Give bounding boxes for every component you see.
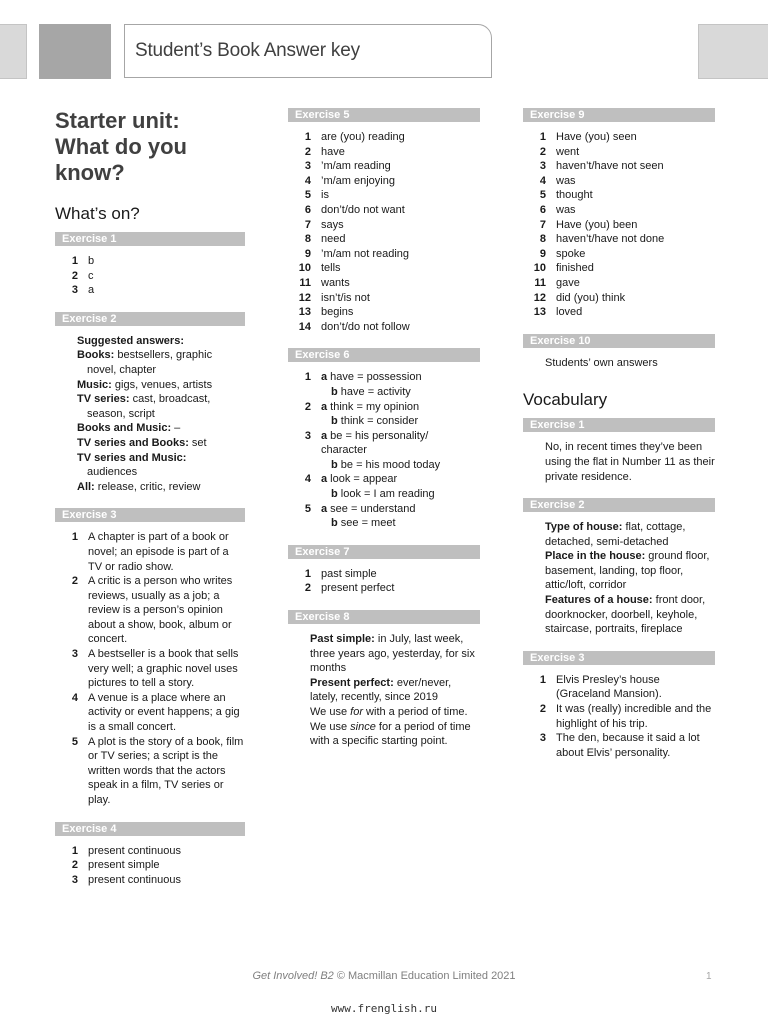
- list-item: [55, 873, 245, 888]
- item-number: 8: [539, 233, 546, 246]
- answer-line: [55, 465, 245, 480]
- item-number: 2: [71, 859, 78, 872]
- item-text: wants: [321, 276, 350, 289]
- list-subitem: [288, 414, 480, 429]
- exercise-body: [523, 665, 715, 761]
- column-right: [523, 108, 715, 760]
- answer-text: gigs, venues, artists: [111, 378, 213, 391]
- option-letter: b: [331, 517, 338, 530]
- option-text: look = appear: [327, 473, 398, 486]
- list-item: [55, 858, 245, 873]
- item-text: [321, 370, 480, 385]
- list-subitem: [288, 487, 480, 502]
- answer-text: –: [171, 422, 181, 435]
- exercise-header: Exercise 9: [523, 108, 715, 122]
- item-text: A chapter is part of a book or novel; an episode is part of a TV or radio show.: [88, 531, 229, 573]
- item-text: Have (you) seen: [556, 131, 637, 143]
- item-number: 2: [304, 400, 311, 413]
- item-text: A venue is a place where an activity or event happens; a gig is a small concert.: [88, 691, 240, 734]
- item-text: [288, 458, 480, 473]
- item-text: was: [556, 203, 576, 216]
- list-item: [523, 276, 715, 291]
- list-item: [523, 145, 715, 160]
- list-item: [288, 502, 480, 517]
- list-item: [288, 247, 480, 262]
- item-text: isn’t/is not: [321, 291, 370, 304]
- item-number: 3: [539, 160, 546, 173]
- item-number: 9: [304, 247, 311, 260]
- section-title-whats-on: What’s on?: [55, 204, 140, 223]
- list-item: [288, 305, 480, 320]
- item-text: ’m/am enjoying: [321, 174, 395, 187]
- list-item: [523, 203, 715, 218]
- exercise-header: Exercise 1: [523, 418, 715, 432]
- answer-line: [55, 480, 245, 495]
- item-number: 3: [71, 648, 78, 661]
- list-item: [288, 145, 480, 160]
- item-number: 5: [71, 735, 78, 748]
- answer-line: [55, 392, 245, 407]
- item-number: 2: [71, 575, 78, 588]
- list-item: [523, 159, 715, 174]
- item-text: present continuous: [88, 873, 181, 886]
- list-item: [523, 247, 715, 262]
- list-item: [55, 283, 245, 298]
- option-letter: b: [331, 458, 338, 471]
- exercise-body: [55, 246, 245, 298]
- list-item: [523, 731, 715, 760]
- list-item: [288, 188, 480, 203]
- exercise-body: [288, 362, 480, 531]
- item-text: have: [321, 145, 345, 158]
- item-number: 4: [539, 174, 546, 187]
- item-number: 8: [304, 233, 311, 246]
- exercise-body: [288, 559, 480, 596]
- item-text: Have (you) been: [556, 218, 638, 231]
- exercise-body: [288, 122, 480, 334]
- list-item: [288, 291, 480, 306]
- answer-label: TV series and Music:: [77, 451, 187, 464]
- answer-text: release, critic, review: [94, 480, 201, 493]
- item-text: Elvis Presley’s house (Graceland Mansion).: [556, 673, 662, 701]
- option-text: think = my opinion: [327, 400, 420, 413]
- item-text: don’t/do not want: [321, 203, 405, 216]
- exercise-header: Exercise 4: [55, 822, 245, 836]
- item-number: 5: [304, 189, 311, 202]
- item-number: 4: [71, 691, 78, 704]
- list-item: [288, 130, 480, 145]
- item-text: haven’t/have not done: [556, 233, 665, 246]
- item-text: [321, 429, 480, 458]
- item-text: a: [88, 284, 95, 297]
- list-item: [55, 844, 245, 859]
- answer-paragraph: Place in the house: ground floor, basement, landing, top floor, attic/loft, corridor: [545, 550, 710, 592]
- watermark-url: www.frenglish.ru: [331, 1002, 437, 1015]
- item-number: 2: [71, 269, 78, 282]
- option-text: have = activity: [337, 385, 411, 398]
- list-item: [55, 254, 245, 269]
- item-number: 1: [539, 131, 546, 143]
- item-number: 1: [71, 531, 78, 544]
- list-item: [55, 530, 245, 574]
- item-number: 4: [304, 174, 311, 187]
- list-subitem: [288, 385, 480, 400]
- list-item: [288, 261, 480, 276]
- item-text: [288, 516, 480, 531]
- item-text: was: [556, 174, 576, 187]
- option-letter: b: [331, 415, 338, 428]
- page-number: 1: [706, 971, 712, 982]
- answer-paragraph: Students’ own answers: [545, 356, 658, 369]
- answer-label: All:: [77, 480, 95, 493]
- item-text: The den, because it said a lot about Elvis’ personality.: [556, 732, 700, 759]
- answer-label: Music:: [77, 378, 112, 391]
- item-text: begins: [321, 306, 354, 319]
- item-number: 5: [304, 502, 311, 515]
- list-item: [523, 261, 715, 276]
- item-text: need: [321, 233, 346, 246]
- item-text: present perfect: [321, 582, 395, 595]
- exercise-body: [523, 512, 715, 637]
- list-item: [288, 203, 480, 218]
- item-number: 7: [539, 218, 546, 231]
- item-text: tells: [321, 262, 341, 275]
- answer-line: [55, 451, 245, 466]
- answer-line: [55, 348, 245, 363]
- list-item: [288, 472, 480, 487]
- exercise-header: Exercise 5: [288, 108, 480, 122]
- item-text: don’t/do not follow: [321, 320, 410, 333]
- exercise-body: [288, 624, 480, 749]
- answer-line: [55, 407, 245, 422]
- exercise-body: [55, 522, 245, 807]
- item-number: 1: [304, 567, 311, 580]
- exercise-body: [523, 348, 715, 371]
- option-text: have = possession: [327, 371, 422, 384]
- answer-text: season, script: [87, 407, 155, 420]
- item-text: gave: [556, 276, 580, 289]
- option-letter: b: [331, 488, 338, 501]
- item-number: 3: [71, 873, 78, 886]
- header-decoration-dark: [39, 24, 111, 79]
- exercise-header: Exercise 7: [288, 545, 480, 559]
- list-item: [55, 647, 245, 691]
- answer-text: audiences: [87, 466, 138, 479]
- option-text: character: [321, 444, 367, 457]
- exercise-header: Exercise 3: [523, 651, 715, 665]
- item-text: did (you) think: [556, 291, 626, 304]
- answer-label: Books and Music:: [77, 422, 172, 435]
- option-text: be = his mood today: [337, 458, 441, 471]
- list-item: [523, 174, 715, 189]
- unit-title-line: Starter unit:: [55, 108, 180, 133]
- exercise-body: [55, 836, 245, 888]
- list-item: [55, 269, 245, 284]
- item-number: 3: [304, 160, 311, 173]
- item-number: 2: [539, 703, 546, 716]
- item-text: went: [556, 145, 580, 158]
- list-item: [288, 218, 480, 233]
- answer-line: [55, 334, 245, 349]
- list-item: [288, 320, 480, 335]
- list-item: [288, 174, 480, 189]
- item-number: 4: [304, 473, 311, 486]
- footer-book-title: Get Involved! B2: [252, 970, 334, 982]
- option-text: look = I am reading: [337, 488, 435, 501]
- answer-paragraph: Type of house: flat, cottage, detached, semi-detached: [545, 521, 686, 548]
- item-text: are (you) reading: [321, 131, 405, 143]
- list-item: [523, 188, 715, 203]
- option-letter: a: [321, 371, 328, 384]
- option-text: think = consider: [337, 415, 419, 428]
- list-subitem: [288, 516, 480, 531]
- exercise-header: Exercise 2: [523, 498, 715, 512]
- answer-paragraph: Past simple: in July, last week, three years ago, yesterday, for six months: [310, 633, 475, 675]
- answer-label: TV series:: [77, 393, 130, 406]
- list-item: [288, 159, 480, 174]
- list-item: [523, 218, 715, 233]
- item-text: finished: [556, 262, 594, 275]
- page-header-title: Student’s Book Answer key: [135, 40, 360, 61]
- list-item: [288, 581, 480, 596]
- list-item: [523, 232, 715, 247]
- list-item: [523, 702, 715, 731]
- list-item: [55, 574, 245, 647]
- exercise-header: Exercise 2: [55, 312, 245, 326]
- item-text: present simple: [88, 859, 160, 872]
- answer-paragraph: No, in recent times they’ve been using the flat in Number 11 as their private residence.: [545, 441, 715, 483]
- item-text: is: [321, 189, 329, 202]
- item-number: 7: [304, 218, 311, 231]
- exercise-header: Exercise 8: [288, 610, 480, 624]
- item-text: A critic is a person who writes reviews, usually as a job; a review is a person’s opinion about a show, book, album or concert.: [88, 575, 233, 646]
- answer-label: TV series and Books:: [77, 436, 189, 449]
- list-item: [288, 400, 480, 415]
- footer-copyright: © Macmillan Education Limited 2021: [333, 970, 516, 982]
- option-text: be = his personality/: [327, 429, 429, 442]
- item-number: 9: [539, 247, 546, 260]
- answer-text: set: [188, 436, 207, 449]
- list-item: [523, 291, 715, 306]
- item-text: loved: [556, 306, 583, 319]
- list-subitem: [288, 458, 480, 473]
- item-text: says: [321, 218, 344, 231]
- item-number: 1: [304, 131, 311, 143]
- column-middle: [288, 108, 480, 749]
- item-number: 13: [533, 306, 546, 319]
- item-text: [321, 472, 480, 487]
- item-number: 1: [71, 255, 78, 267]
- item-text: haven’t/have not seen: [556, 160, 664, 173]
- item-text: [321, 400, 480, 415]
- item-text: ’m/am reading: [321, 160, 391, 173]
- item-text: [321, 502, 480, 517]
- exercise-header: Exercise 3: [55, 508, 245, 522]
- option-letter: a: [321, 429, 328, 442]
- answer-line: [55, 363, 245, 378]
- exercise-header: Exercise 6: [288, 348, 480, 362]
- item-text: c: [88, 269, 94, 282]
- item-number: 2: [539, 145, 546, 158]
- option-text: see = understand: [327, 502, 416, 515]
- item-number: 10: [533, 262, 546, 275]
- item-number: 3: [71, 284, 78, 297]
- option-letter: a: [321, 473, 328, 486]
- answer-paragraph: Present perfect: ever/never, lately, recently, since 2019: [310, 676, 452, 704]
- item-number: 14: [298, 320, 311, 333]
- exercise-body: [523, 432, 715, 484]
- item-number: 1: [539, 673, 546, 686]
- list-item: [55, 735, 245, 808]
- item-text: It was (really) incredible and the highlight of his trip.: [556, 703, 712, 730]
- item-text: [288, 414, 480, 429]
- item-text: past simple: [321, 567, 377, 580]
- item-number: 12: [298, 291, 311, 304]
- item-text: [288, 385, 480, 400]
- item-text: A plot is the story of a book, film or TV series; a script is the written words that the actors speak in a film, TV series or play.: [88, 735, 244, 806]
- item-text: thought: [556, 189, 593, 202]
- header-decoration-right: [698, 24, 768, 79]
- item-text: [288, 487, 480, 502]
- item-number: 13: [298, 306, 311, 319]
- page-footer: [0, 970, 768, 982]
- exercise-header: Exercise 10: [523, 334, 715, 348]
- list-item: [288, 370, 480, 385]
- list-item: [288, 429, 480, 458]
- answer-text: cast, broadcast,: [129, 393, 211, 406]
- item-number: 6: [539, 203, 546, 216]
- item-text: A bestseller is a book that sells very well; a graphic novel uses pictures to tell a story.: [88, 648, 239, 690]
- item-number: 3: [304, 429, 311, 442]
- exercise-body: [55, 326, 245, 495]
- list-item: [523, 305, 715, 320]
- unit-title-line: What do you: [55, 134, 187, 159]
- item-number: 11: [534, 276, 546, 289]
- item-number: 5: [539, 189, 546, 202]
- header-decoration-left: [0, 24, 27, 79]
- item-number: 11: [299, 276, 311, 289]
- option-letter: a: [321, 502, 328, 515]
- section-title-vocabulary: Vocabulary: [523, 390, 608, 410]
- item-text: present continuous: [88, 844, 181, 857]
- item-number: 2: [304, 145, 311, 158]
- column-left: [55, 108, 245, 887]
- option-letter: b: [331, 385, 338, 398]
- item-number: 10: [298, 262, 311, 275]
- item-text: ’m/am not reading: [321, 247, 410, 260]
- answer-label: Books:: [77, 349, 115, 362]
- item-number: 1: [304, 371, 311, 384]
- list-item: [523, 673, 715, 702]
- answer-label: Suggested answers:: [77, 334, 184, 347]
- list-item: [55, 691, 245, 735]
- item-number: 2: [304, 582, 311, 595]
- unit-title-line: know?: [55, 160, 125, 185]
- item-number: 3: [539, 732, 546, 745]
- list-item: [288, 232, 480, 247]
- item-text: b: [88, 255, 95, 267]
- item-text: spoke: [556, 247, 586, 260]
- answer-text: bestsellers, graphic: [114, 349, 213, 362]
- answer-paragraph: We use for with a period of time. We use since for a period of time with a specific starting point.: [310, 706, 471, 748]
- unit-title: [55, 108, 245, 186]
- answer-line: [55, 421, 245, 436]
- option-letter: a: [321, 400, 328, 413]
- exercise-header: Exercise 1: [55, 232, 245, 246]
- option-text: see = meet: [337, 517, 396, 530]
- list-item: [288, 567, 480, 582]
- item-number: 1: [71, 844, 78, 857]
- list-item: [288, 276, 480, 291]
- item-number: 6: [304, 203, 311, 216]
- answer-line: [55, 436, 245, 451]
- list-item: [523, 130, 715, 145]
- answer-line: [55, 378, 245, 393]
- answer-paragraph: Features of a house: front door, doorknocker, doorbell, keyhole, staircase, portraits, fireplace: [545, 594, 706, 636]
- item-number: 12: [533, 291, 546, 304]
- exercise-body: [523, 122, 715, 320]
- answer-text: novel, chapter: [87, 363, 157, 376]
